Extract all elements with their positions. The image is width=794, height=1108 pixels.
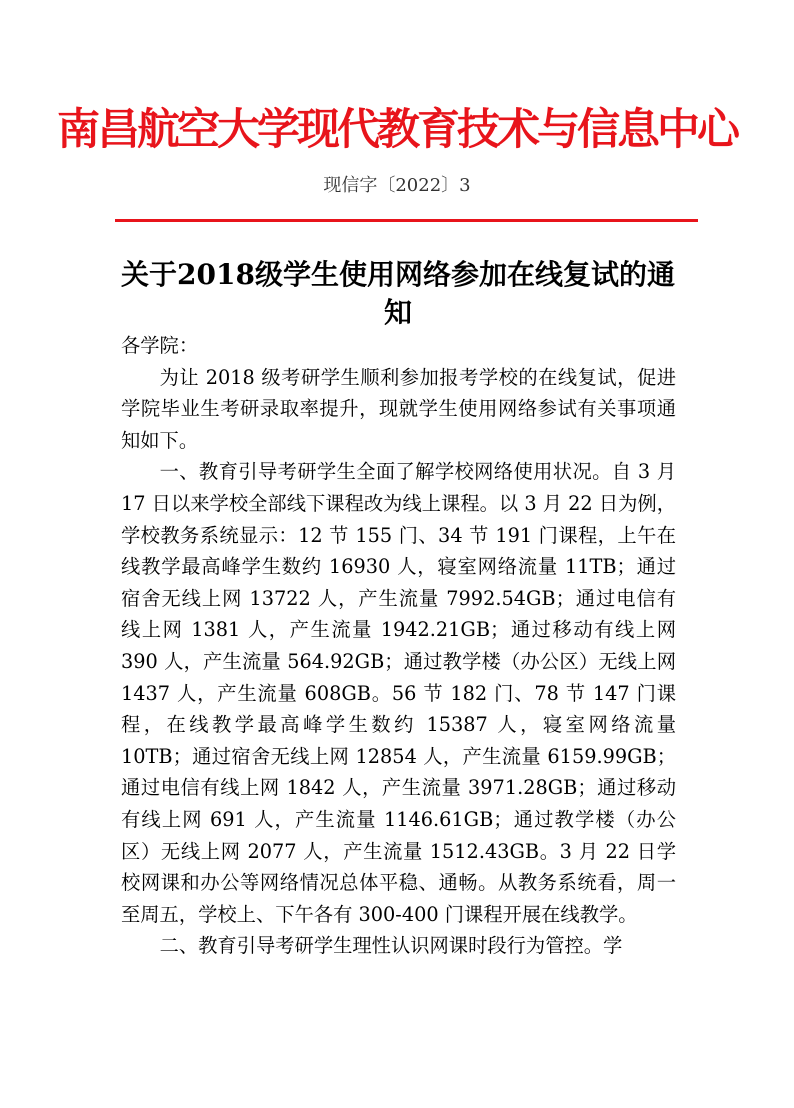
- notice-title: 关于2018级学生使用网络参加在线复试的通知: [121, 258, 675, 329]
- salutation: 各学院：: [121, 334, 199, 357]
- section-two-paragraph: 二、教育引导考研学生理性认识网课时段行为管控。学: [159, 934, 623, 958]
- red-divider-line: [115, 219, 698, 222]
- intro-paragraph: 为让 2018 级考研学生顺利参加报考学校的在线复试，促进学院毕业生考研录取率提升，现就学生使用网络参试有关事项通知如下。: [121, 365, 676, 452]
- notice-body: [121, 330, 676, 962]
- document-number: 现信字〔2022〕3: [323, 175, 471, 196]
- issuing-organization: 南昌航空大学现代教育技术与信息中心: [57, 105, 737, 155]
- section-one-paragraph: 一、教育引导考研学生全面了解学校网络使用状况。自 3 月 17 日以来学校全部线下课程改为线上课程。以 3 月 22 日为例，学校教务系统显示：12 节 155 门、34 节 191 门课程，上午在线教学最高峰学生数约 16930 人，寝室网络流量 11TB；通过宿舍无线上网 13722 人，产生流量 7992.54GB；通过电信有线上网 1381 人，产生流量 1942.21GB；通过移动有线上网 390 人，产生流量 564.92GB；通过教学楼（办公区）无线上网 1437 人，产生流量 608GB。56 节 182 门、78 节 147 门课程，在线教学最高峰学生数约 15387 人，寝室网络流量 10TB；通过宿舍无线上网 12854 人，产生流量 6159.99GB；通过电信有线上网 1842 人，产生流量 3971.28GB；通过移动有线上网 691 人，产生流量 1146.61GB；通过教学楼（办公区）无线上网 2077 人，产生流量 1512.43GB。3 月 22 日学校网课和办公等网络情况总体平稳、通畅。从教务系统看，周一至周五，学校上、下午各有 300-400 门课程开展在线教学。: [121, 460, 676, 926]
